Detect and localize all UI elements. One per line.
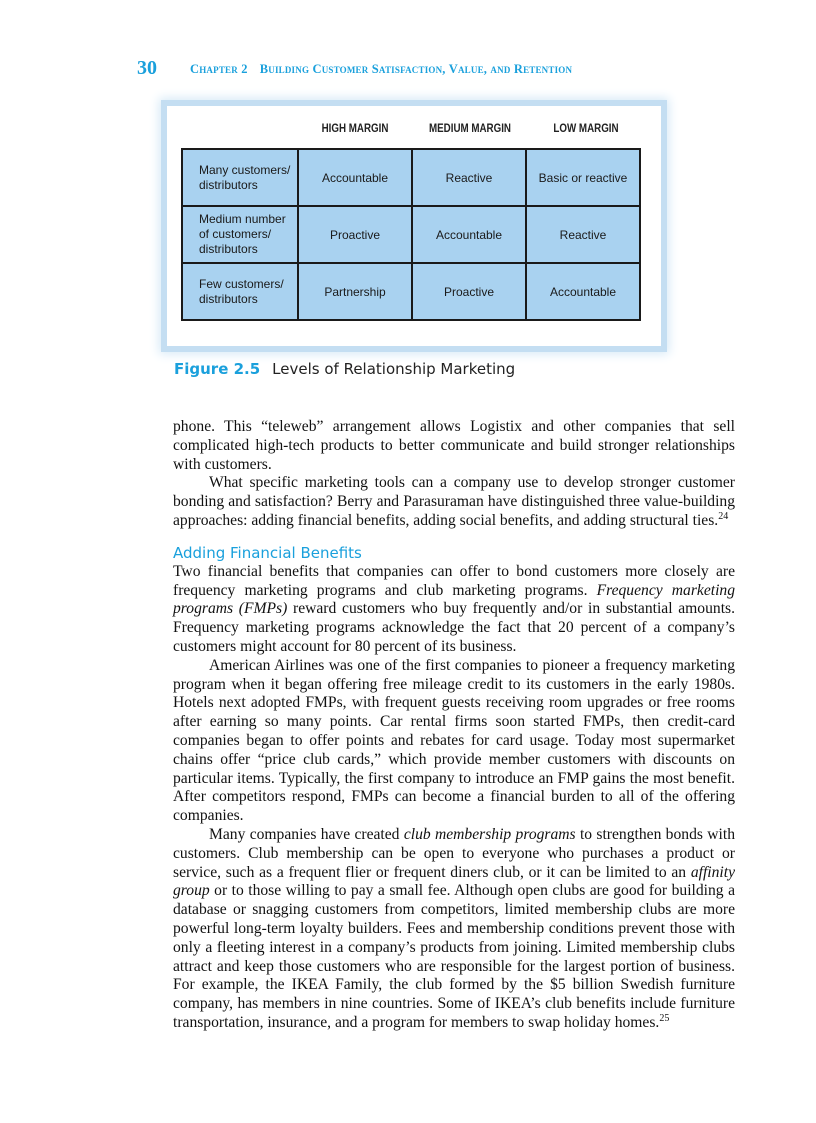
key-term: affinity group (173, 863, 735, 900)
table-cell: Reactive (412, 149, 526, 206)
figure-caption (174, 360, 515, 378)
table-row (182, 263, 640, 320)
paragraph: phone. This “teleweb” arrangement allows Logistix and other companies that sell complicated high-tech products to better communicate and build stronger relationships with customers. (173, 418, 735, 473)
row-label: Many customers/ distributors (182, 149, 298, 206)
table-cell: Proactive (298, 206, 412, 263)
column-header: LOW MARGIN (553, 123, 619, 135)
paragraph (173, 826, 735, 1033)
paragraph (173, 563, 735, 657)
paragraph: American Airlines was one of the first companies to pioneer a frequency marketing program when it began offering free mileage credit to its customers in the early 1980s. Hotels next adopted FMPs, with frequent guests receiving room upgrades or free rooms after earning so many points. Car rental firms soon started FMPs, then credit-card companies began to offer points and rebates for card usage. Today most supermarket chains offer “price club cards,” which provide member customers with discounts on particular items. Typically, the first company to introduce an FMP gains the most benefit. After competitors respond, FMPs can become a financial burden to all of the offering companies. (173, 656, 735, 825)
paragraph-text: reward customers who buy frequently and/or in substantial amounts. Frequency marketing programs acknowledge the fact that 20 percent of a company’s customers might account for 80 percent of its business. (173, 600, 735, 655)
key-term: club membership programs (403, 825, 576, 843)
paragraph-text: What specific marketing tools can a company use to develop stronger customer bonding and satisfaction? Berry and Parasuraman have distinguished three value-building approaches: adding financial benefits, adding social benefits, and adding structural ties. (173, 474, 735, 529)
footnote-ref: 24 (718, 510, 729, 522)
chapter-title: Building Customer Satisfaction, Value, and Retention (259, 62, 573, 76)
column-header: HIGH MARGIN (321, 123, 389, 135)
paragraph-text: to strengthen bonds with customers. Club membership can be open to everyone who purchases a product or service, such as a frequent flier or frequent diners club, or it can be limited to an (173, 825, 735, 881)
table-cell: Partnership (298, 263, 412, 320)
table-cell: Reactive (526, 206, 640, 263)
section-heading: Adding Financial Benefits (173, 543, 362, 562)
paragraph-text: Two financial benefits that companies can offer to bond customers more closely are frequency marketing programs and club marketing programs. (173, 562, 735, 599)
paragraph-text: Many companies have created (209, 825, 404, 843)
table-cell: Accountable (526, 263, 640, 320)
row-label: Few customers/ distributors (182, 263, 298, 320)
body-text (173, 418, 735, 1033)
table-row (182, 206, 640, 263)
figure-label: Figure 2.5 (174, 360, 261, 378)
figure-title: Levels of Relationship Marketing (272, 360, 516, 378)
table-cell: Basic or reactive (526, 149, 640, 206)
paragraph-text: or to those willing to pay a small fee. Although open clubs are good for building a database or snagging customers from competitors, limited membership clubs are more powerful long-term loyalty builders. Fees and membership conditions prevent those with only a fleeting interest in a company’s products from joining. Limited membership clubs attract and keep those customers who are responsible for the largest portion of business. For example, the IKEA Family, the club formed by the $5 billion Swedish furniture company, has members in nine countries. Some of IKEA’s club benefits include furniture transportation, insurance, and a program for members to swap holiday homes. (173, 882, 735, 1031)
footnote-ref: 25 (659, 1012, 670, 1024)
table-row (182, 149, 640, 206)
paragraph (173, 474, 735, 530)
running-header (190, 62, 584, 77)
table-cell: Accountable (298, 149, 412, 206)
table-cell: Accountable (412, 206, 526, 263)
row-label: Medium number of customers/ distributors (182, 206, 298, 263)
table-cell: Proactive (412, 263, 526, 320)
chapter-label: Chapter 2 (190, 62, 248, 76)
page-number: 30 (137, 57, 157, 79)
key-term: Frequency marketing programs (FMPs) (173, 581, 736, 618)
relationship-table (181, 148, 641, 321)
column-header: MEDIUM MARGIN (429, 123, 511, 135)
